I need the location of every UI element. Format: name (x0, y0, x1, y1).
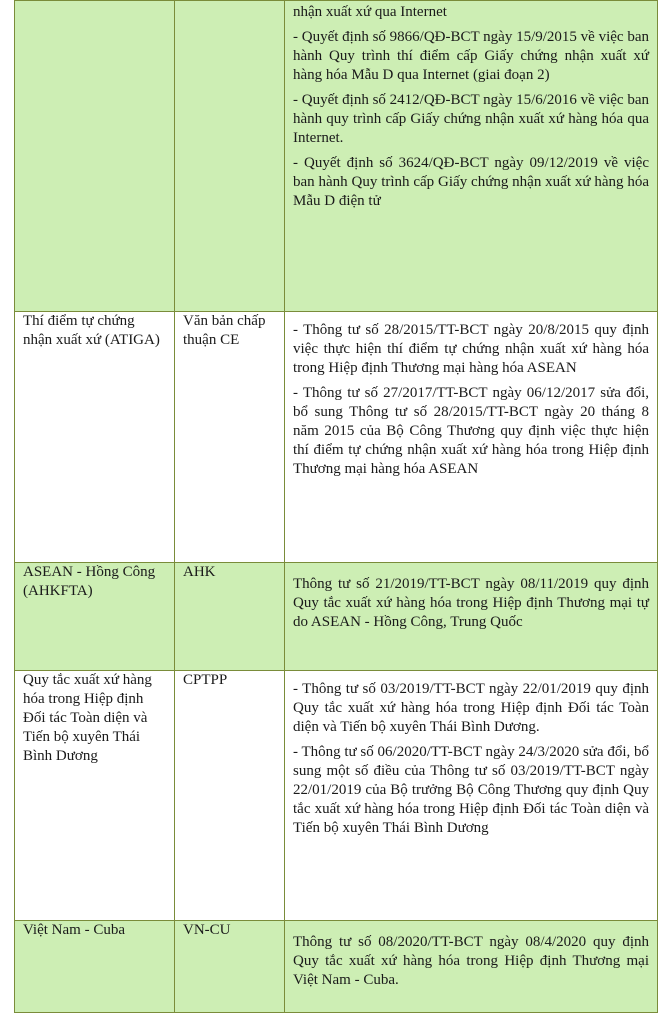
table-row (15, 921, 658, 1013)
agreement-name (15, 1, 175, 312)
table-row (15, 563, 658, 671)
document-entry: - Thông tư số 03/2019/TT-BCT ngày 22/01/2019 quy định Quy tắc xuất xứ hàng hóa trong Hiệp định Đối tác Toàn diện và Tiến bộ xuyên Thái Bình Dương. (293, 681, 649, 735)
agreement-name: Việt Nam - Cuba (15, 921, 175, 1013)
document-entry: - Quyết định số 9866/QĐ-BCT ngày 15/9/2015 về việc ban hành Quy trình thí điểm cấp Giấy chứng nhận xuất xứ hàng hóa Mẫu D qua Internet (giai đoạn 2) (293, 29, 649, 83)
document-entry: - Thông tư số 28/2015/TT-BCT ngày 20/8/2015 quy định việc thực hiện thí điểm tự chứng nhận xuất xứ hàng hóa trong Hiệp định Thương mại hàng hóa ASEAN (293, 322, 649, 376)
form-code (175, 1, 285, 312)
form-code: VN-CU (175, 921, 285, 1013)
document-entry: - Thông tư số 06/2020/TT-BCT ngày 24/3/2020 sửa đổi, bổ sung một số điều của Thông tư số 03/2019/TT-BCT ngày 22/01/2019 của Bộ trưởng Bộ Công Thương quy định Quy tắc xuất xứ hàng hóa trong Hiệp định Đối tác Toàn diện và Tiến bộ xuyên Thái Bình Dương (293, 744, 649, 836)
document-entry: Thông tư số 08/2020/TT-BCT ngày 08/4/2020 quy định Quy tắc xuất xứ hàng hóa trong Hiệp định Thương mại Việt Nam - Cuba. (293, 934, 649, 988)
agreement-name: ASEAN - Hồng Công (AHKFTA) (15, 563, 175, 671)
form-code: Văn bản chấp thuận CE (175, 312, 285, 563)
document-entry: - Quyết định số 3624/QĐ-BCT ngày 09/12/2019 về việc ban hành Quy trình cấp Giấy chứng nhận xuất xứ hàng hóa Mẫu D điện tử (293, 155, 649, 209)
form-code: AHK (175, 563, 285, 671)
document-entry: - Quyết định số 2412/QĐ-BCT ngày 15/6/2016 về việc ban hành quy trình cấp Giấy chứng nhận xuất xứ hàng hóa qua Internet. (293, 92, 649, 146)
regulation-table (14, 0, 658, 1013)
document-entry: nhận xuất xứ qua Internet (293, 4, 447, 20)
legal-documents (285, 921, 658, 1013)
legal-documents (285, 1, 658, 312)
table-row (15, 671, 658, 921)
document-entry: - Thông tư số 27/2017/TT-BCT ngày 06/12/2017 sửa đổi, bổ sung Thông tư số 28/2015/TT-BCT ngày 20 tháng 8 năm 2015 của Bộ Công Thương quy định việc thực hiện thí điểm tự chứng nhận xuất xứ hàng hóa trong Hiệp định Thương mại hàng hóa ASEAN (293, 385, 649, 477)
table-row (15, 1, 658, 312)
legal-documents (285, 671, 658, 921)
legal-documents (285, 563, 658, 671)
legal-documents (285, 312, 658, 563)
document-entry: Thông tư số 21/2019/TT-BCT ngày 08/11/2019 quy định Quy tắc xuất xứ hàng hóa trong Hiệp định Thương mại tự do ASEAN - Hồng Công, Trung Quốc (293, 576, 649, 630)
form-code: CPTPP (175, 671, 285, 921)
table-row (15, 312, 658, 563)
agreement-name: Thí điểm tự chứng nhận xuất xứ (ATIGA) (15, 312, 175, 563)
agreement-name: Quy tắc xuất xứ hàng hóa trong Hiệp định Đối tác Toàn diện và Tiến bộ xuyên Thái Bình Dương (15, 671, 175, 921)
